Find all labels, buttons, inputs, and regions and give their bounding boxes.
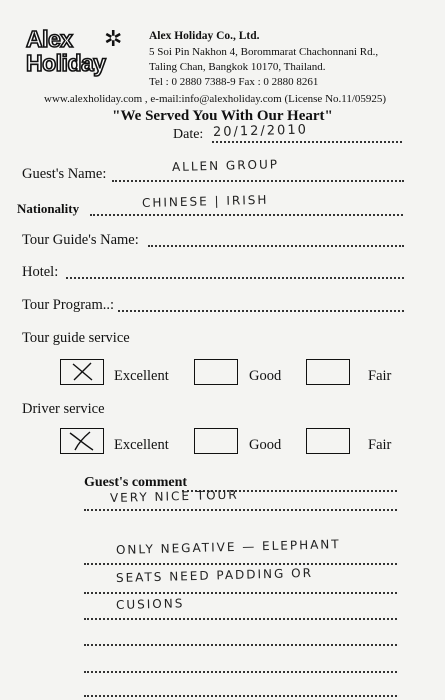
comment-line-1[interactable]: VERY NICE TOUR	[109, 487, 239, 505]
driver-good-checkbox[interactable]	[194, 428, 238, 454]
hotel-line	[66, 277, 404, 279]
driver-excellent-label: Excellent	[114, 437, 169, 453]
comment-rule-7	[84, 695, 397, 697]
date-value[interactable]: 20/12/2010	[212, 122, 309, 140]
nationality-label: Nationality	[17, 201, 80, 216]
company-web-email: www.alexholiday.com , e-mail:info@alexholiday.com (License No.11/05925)	[44, 93, 387, 105]
driver-service-label: Driver service	[22, 401, 105, 417]
x-check-icon	[61, 360, 103, 384]
tour-guide-service-label: Tour guide service	[22, 330, 130, 346]
company-address-line1: 5 Soi Pin Nakhon 4, Borommarat Chachonnani Rd.,	[149, 46, 379, 58]
comment-rule-2	[84, 563, 397, 565]
comment-rule-3	[84, 592, 397, 594]
x-check-icon	[61, 429, 103, 453]
tour-guide-fair-checkbox[interactable]	[306, 359, 350, 385]
comment-rule-5	[84, 644, 397, 646]
hotel-label: Hotel:	[22, 264, 59, 280]
nationality-line	[90, 214, 403, 216]
tour-guide-name-line	[148, 245, 404, 247]
company-address-line2: Taling Chan, Bangkok 10170, Thailand.	[149, 61, 326, 73]
guest-name-label: Guest's Name:	[22, 166, 107, 182]
comment-rule-1	[84, 509, 397, 511]
company-phone: Tel : 0 2880 7388-9 Fax : 0 2880 8261	[149, 76, 319, 88]
date-label: Date:	[173, 127, 204, 142]
guest-comment-label: Guest's comment	[84, 475, 188, 490]
tour-guide-good-label: Good	[249, 368, 282, 384]
star-icon: ✲	[104, 26, 123, 51]
logo-word-holiday: Holiday	[26, 50, 106, 76]
driver-excellent-checkbox[interactable]	[60, 428, 104, 454]
driver-fair-checkbox[interactable]	[306, 428, 350, 454]
comment-line-4[interactable]: CUSIONS	[115, 596, 185, 612]
tour-program-label: Tour Program..:	[22, 297, 115, 313]
guest-name-line	[112, 180, 404, 182]
date-line	[212, 141, 402, 143]
nationality-value[interactable]: CHINESE | IRISH	[141, 192, 269, 210]
guest-name-value[interactable]: ALLEN GROUP	[171, 157, 280, 174]
comment-line-3[interactable]: SEATS NEED PADDING OR	[115, 565, 314, 585]
tour-program-line	[118, 310, 404, 312]
driver-fair-label: Fair	[368, 437, 392, 453]
slogan: "We Served You With Our Heart"	[112, 108, 333, 124]
tour-guide-excellent-label: Excellent	[114, 368, 169, 384]
company-name: Alex Holiday Co., Ltd.	[149, 30, 260, 42]
logo-word-alex: Alex	[26, 26, 73, 52]
tour-guide-fair-label: Fair	[368, 368, 392, 384]
tour-guide-name-label: Tour Guide's Name:	[22, 232, 139, 248]
tour-guide-good-checkbox[interactable]	[194, 359, 238, 385]
company-logo	[26, 26, 138, 86]
comment-rule-6	[84, 671, 397, 673]
tour-guide-excellent-checkbox[interactable]	[60, 359, 104, 385]
driver-good-label: Good	[249, 437, 282, 453]
comment-line-2[interactable]: ONLY NEGATIVE — ELEPHANT	[115, 537, 341, 557]
comment-rule-4	[84, 618, 397, 620]
